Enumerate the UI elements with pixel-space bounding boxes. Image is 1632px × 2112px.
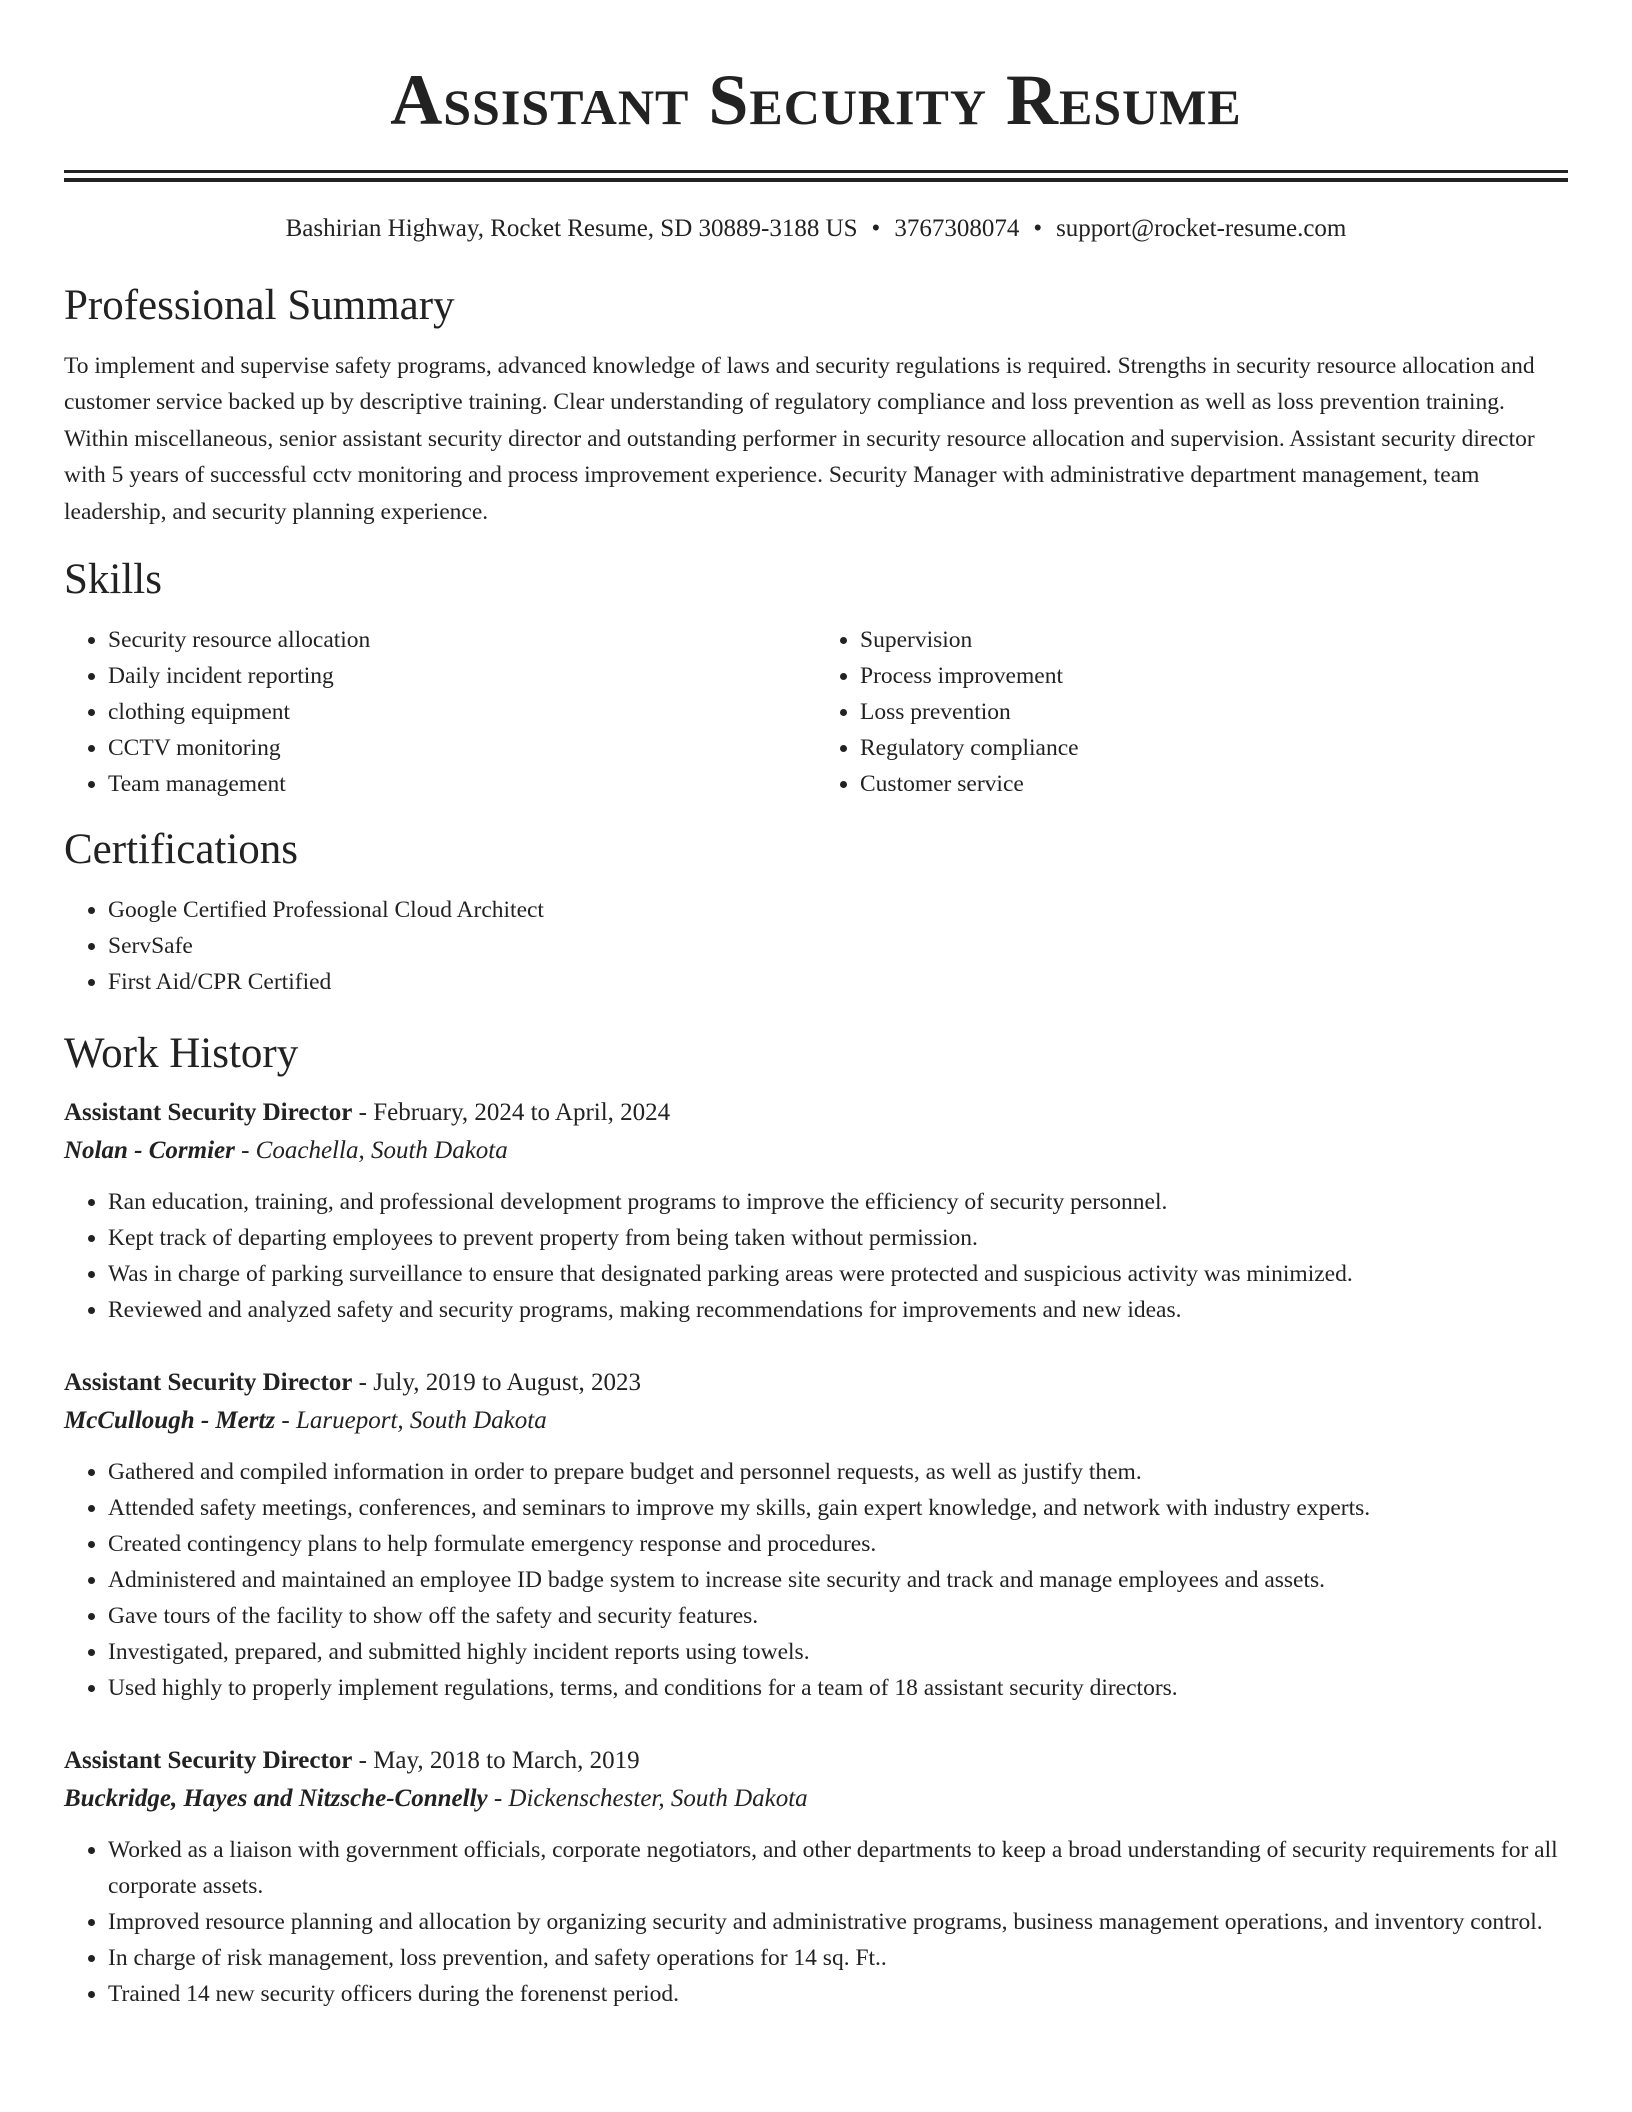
skill-item: • Customer service	[860, 766, 1568, 802]
job-dates: - February, 2024 to April, 2024	[352, 1099, 671, 1127]
job-company: Nolan - Cormier	[64, 1137, 235, 1165]
certifications-list	[64, 892, 1568, 1000]
job-title-line	[64, 1742, 1568, 1780]
job-company-line	[64, 1402, 1568, 1440]
job-bullet: • In charge of risk management, loss prevention, and safety operations for 14 sq. Ft..	[108, 1940, 1568, 1976]
job-entry	[64, 1094, 1568, 1328]
job-company: Buckridge, Hayes and Nitzsche-Connelly	[64, 1785, 488, 1813]
certification-item: • Google Certified Professional Cloud Architect	[108, 892, 1568, 928]
certification-item: • First Aid/CPR Certified	[108, 964, 1568, 1000]
summary-text: To implement and supervise safety programs, advanced knowledge of laws and security regulations is required. Strengths in security resource allocation and customer service backed up by descriptive training. Clear understanding of regulatory compliance and loss prevention as well as loss prevention training. Within miscellaneous, senior assistant security director and outstanding performer in security resource allocation and supervision. Assistant security director with 5 years of successful cctv monitoring and process improvement experience. Security Manager with administrative department management, team leadership, and security planning experience.	[64, 353, 1535, 525]
summary-heading: Professional Summary	[64, 282, 455, 329]
contact-line	[64, 212, 1568, 246]
job-company: McCullough - Mertz	[64, 1407, 276, 1435]
job-bullets	[64, 1184, 1568, 1328]
job-bullet: • Ran education, training, and professional development programs to improve the efficiency of security personnel.	[108, 1184, 1568, 1220]
resume-title: Assistant Security Resume	[390, 60, 1242, 140]
job-company-line	[64, 1132, 1568, 1170]
job-bullet: • Created contingency plans to help formulate emergency response and procedures.	[108, 1526, 1568, 1562]
contact-email: support@rocket-resume.com	[1056, 215, 1347, 242]
contact-separator: •	[871, 215, 881, 242]
job-role: Assistant Security Director	[64, 1369, 353, 1397]
job-company-line	[64, 1780, 1568, 1818]
job-bullets	[64, 1454, 1568, 1706]
certification-item: • ServSafe	[108, 928, 1568, 964]
job-role: Assistant Security Director	[64, 1099, 353, 1127]
skill-item: • Loss prevention	[860, 694, 1568, 730]
skill-item: • Regulatory compliance	[860, 730, 1568, 766]
job-title-line	[64, 1094, 1568, 1132]
job-bullet: • Kept track of departing employees to prevent property from being taken without permission.	[108, 1220, 1568, 1256]
job-dates: - May, 2018 to March, 2019	[352, 1747, 640, 1775]
job-bullet: • Gathered and compiled information in order to prepare budget and personnel requests, as well as justify them.	[108, 1454, 1568, 1490]
job-bullet: • Improved resource planning and allocation by organizing security and administrative programs, business management operations, and inventory control.	[108, 1904, 1568, 1940]
job-bullet: • Reviewed and analyzed safety and security programs, making recommendations for improvements and new ideas.	[108, 1292, 1568, 1328]
job-entry	[64, 1364, 1568, 1706]
skill-item: • Supervision	[860, 622, 1568, 658]
skill-item: • Process improvement	[860, 658, 1568, 694]
contact-phone: 3767308074	[894, 215, 1020, 242]
skills-columns	[64, 622, 1568, 802]
job-bullets	[64, 1832, 1568, 2012]
skill-item: • CCTV monitoring	[108, 730, 816, 766]
job-location: - Larueport, South Dakota	[275, 1407, 547, 1435]
job-bullet: • Trained 14 new security officers during the forenenst period.	[108, 1976, 1568, 2012]
skill-item: • clothing equipment	[108, 694, 816, 730]
job-location: - Coachella, South Dakota	[234, 1137, 508, 1165]
skill-item: • Daily incident reporting	[108, 658, 816, 694]
job-bullet: • Used highly to properly implement regulations, terms, and conditions for a team of 18 assistant security directors.	[108, 1670, 1568, 1706]
job-role: Assistant Security Director	[64, 1747, 353, 1775]
skill-item: • Team management	[108, 766, 816, 802]
skill-item: • Security resource allocation	[108, 622, 816, 658]
job-bullet: • Administered and maintained an employee ID badge system to increase site security and track and manage employees and assets.	[108, 1562, 1568, 1598]
job-entry	[64, 1742, 1568, 2012]
contact-address: Bashirian Highway, Rocket Resume, SD 30889-3188 US	[285, 215, 858, 242]
certifications-heading: Certifications	[64, 826, 299, 874]
skills-list-left	[64, 622, 816, 802]
contact-separator: •	[1033, 215, 1043, 242]
skills-list-right	[816, 622, 1568, 802]
job-bullet: • Was in charge of parking surveillance to ensure that designated parking areas were protected and suspicious activity was minimized.	[108, 1256, 1568, 1292]
job-bullet: • Attended safety meetings, conferences, and seminars to improve my skills, gain expert knowledge, and network with industry experts.	[108, 1490, 1568, 1526]
job-location: - Dickenschester, South Dakota	[487, 1785, 808, 1813]
job-bullet: • Gave tours of the facility to show off the safety and security features.	[108, 1598, 1568, 1634]
job-title-line	[64, 1364, 1568, 1402]
work-history-heading: Work History	[64, 1030, 299, 1078]
job-dates: - July, 2019 to August, 2023	[352, 1369, 642, 1397]
job-bullet: • Investigated, prepared, and submitted highly incident reports using towels.	[108, 1634, 1568, 1670]
title-divider	[64, 170, 1568, 182]
skills-heading: Skills	[64, 556, 162, 604]
job-bullet: • Worked as a liaison with government officials, corporate negotiators, and other departments to keep a broad understanding of security requirements for all corporate assets.	[108, 1832, 1568, 1904]
